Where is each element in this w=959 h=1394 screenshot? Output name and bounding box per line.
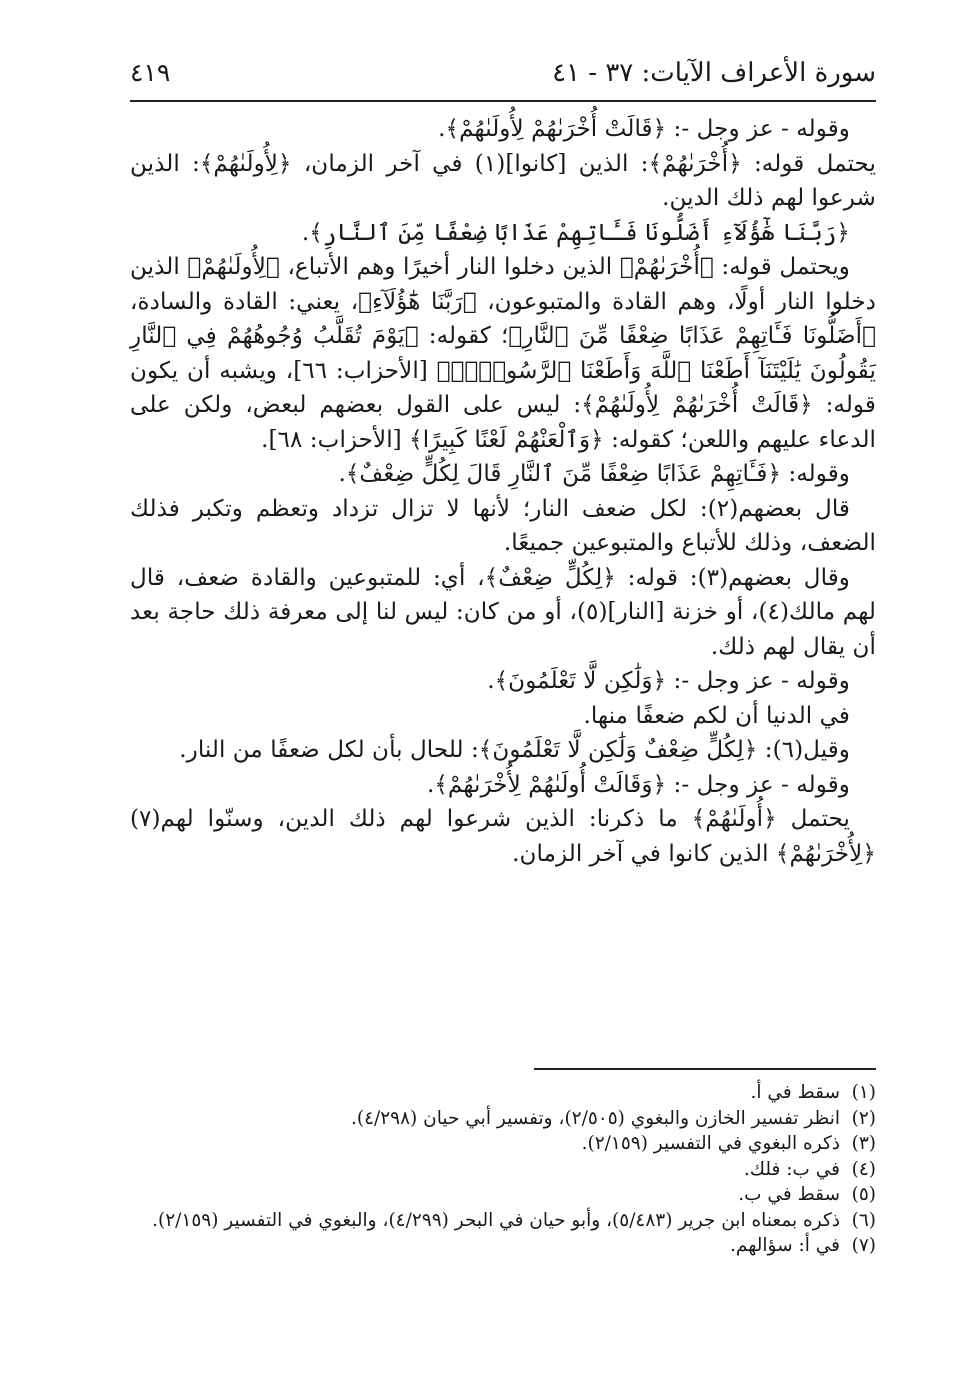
paragraph-6: قال بعضهم(٢): لكل ضعف النار؛ لأنها لا تزال تزداد وتعظم وتكبر فذلك الضعف، وذلك للأتباع والمتبوعين جميعًا. [130,494,876,556]
paragraph-5: وقوله: ﴿فَـَٔاتِهِمْ عَذَابًا ضِعْفًا مِّنَ ٱلنَّارِ قَالَ لِكُلٍّ ضِعْفٌ﴾. [338,460,850,487]
footnote-text: في ب: فلك. [743,1158,840,1180]
paragraph-8: وقوله - عز وجل -: ﴿وَلَٰكِن لَّا تَعْلَمُونَ﴾. [487,667,850,694]
running-title: سورة الأعراف الآيات: ٣٧ - ٤١ [552,58,876,88]
header-rule [130,100,876,102]
page-number: ٤١٩ [130,58,171,87]
footnote-text: ذكره بمعناه ابن جرير (٥/٤٨٣)، وأبو حيان في البحر (٤/٢٩٩)، والبغوي في التفسير (٢/١٥٩). [152,1209,840,1231]
footnote-text: سقط في ب. [738,1184,840,1205]
footnote-text: في أ: سؤالهم. [730,1235,840,1256]
footnote-2 [130,1106,876,1132]
footnote-4 [130,1157,876,1183]
paragraph-7: وقال بعضهم(٣): قوله: ﴿لِكُلٍّ ضِعْفٌ﴾، أي: للمتبوعين والقادة ضعف، قال لهم مالك(٤)، أو خزنة [النار](٥)، أو من كان: ليس لنا إلى معرفة ذلك حاجة بعد أن يقال لهم ذلك. [130,563,876,660]
paragraph-11: وقوله - عز وجل -: ﴿وَقَالَتْ أُولَىٰهُمْ لِأُخْرَىٰهُمْ﴾. [426,770,850,798]
footnote-number: (٤) [851,1158,876,1180]
footnote-1 [130,1080,876,1106]
footnote-text: ذكره البغوي في التفسير (٢/١٥٩). [581,1133,840,1154]
paragraph-2: يحتمل قوله: ﴿أُخْرَىٰهُمْ﴾: الذين [كانوا](١) في آخر الزمان، ﴿لِأُولَىٰهُمْ﴾: الذين شرعوا لهم ذلك الدين. [130,149,876,211]
paragraph-9: في الدنيا أن لكم ضعفًا منها. [583,701,850,729]
footnote-number: (٧) [851,1235,876,1256]
footnote-7 [130,1233,876,1259]
main-text [130,112,876,871]
footnote-6 [130,1208,876,1234]
footnote-number: (٥) [851,1184,876,1205]
footnote-3 [130,1131,876,1157]
footnote-separator [534,1068,876,1070]
footnote-number: (١) [851,1082,876,1103]
paragraph-4: ويحتمل قوله: ﴿أُخْرَىٰهُمْ﴾ الذين دخلوا النار أخيرًا وهم الأتباع، ﴿لِأُولَىٰهُمْ﴾ الذين دخلوا النار أولًا، وهم القادة والمتبوعون، ﴿رَبَّنَا هَٰٓؤُلَآءِ﴾، يعني: القادة والسادة، ﴿أَضَلُّونَا فَـَٔاتِهِمْ عَذَابًا ضِعْفًا مِّنَ ٱلنَّارِ﴾؛ كقوله: ﴿يَوْمَ تُقَلَّبُ وُجُوهُهُمْ فِي ٱلنَّارِ يَقُولُونَ يَٰلَيْتَنَآ أَطَعْنَا ٱللَّهَ وَأَطَعْنَا ٱلرَّسُولَا۠﴾ [الأحزاب: ٦٦]، ويشبه أن يكون قوله: ﴿قَالَتْ أُخْرَىٰهُمْ لِأُولَىٰهُمْ﴾: ليس على القول بعضهم لبعض، ولكن على الدعاء عليهم واللعن؛ كقوله: ﴿وَٱلْعَنْهُمْ لَعْنًا كَبِيرًا﴾ [الأحزاب: ٦٨]. [130,253,876,453]
paragraph-10: وقيل(٦): ﴿لِكُلٍّ ضِعْفٌ وَلَٰكِن لَّا تَعْلَمُونَ﴾: للحال بأن لكل ضعفًا من النار. [179,736,850,763]
page-header [130,52,876,96]
footnotes [130,1080,876,1259]
footnote-number: (٣) [851,1133,876,1154]
footnote-text: انظر تفسير الخازن والبغوي (٢/٥٠٥)، وتفسير أبي حيان (٤/٢٩٨). [350,1107,840,1129]
paragraph-12: يحتمل ﴿أُولَىٰهُمْ﴾ ما ذكرنا: الذين شرعوا لهم ذلك الدين، وسنّوا لهم(٧) ﴿لِأُخْرَىٰهُمْ﴾ الذين كانوا في آخر الزمان. [130,805,876,867]
paragraph-1: وقوله - عز وجل -: ﴿قَالَتْ أُخْرَىٰهُمْ لِأُولَىٰهُمْ﴾. [438,115,850,142]
paragraph-3: ﴿رَبَّنَا هَٰٓؤُلَآءِ أَضَلُّونَا فَـَٔاتِهِمْ عَذَابًا ضِعْفًا مِّنَ ٱلنَّارِ﴾. [301,218,850,246]
footnote-number: (٢) [851,1107,876,1129]
footnote-5 [130,1182,876,1208]
footnote-number: (٦) [851,1209,876,1231]
footnote-text: سقط في أ. [750,1082,840,1103]
